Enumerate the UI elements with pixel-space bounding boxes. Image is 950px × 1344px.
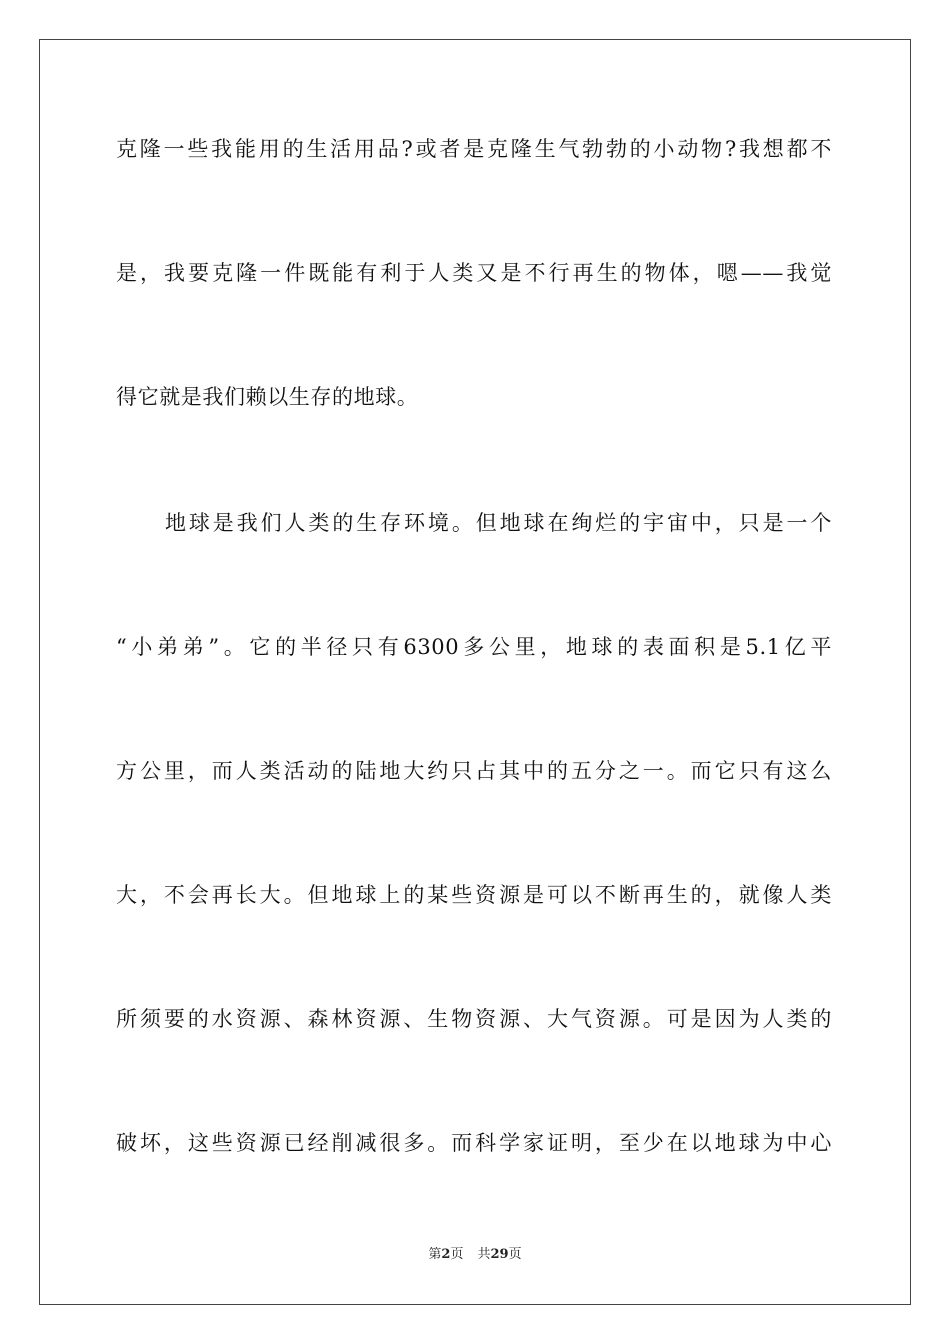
total-suffix: 页 <box>508 1247 522 1262</box>
text-line: 克隆一些我能用的生活用品?或者是克隆生气勃勃的小动物?我想都不 <box>116 137 832 161</box>
text-line: 得它就是我们赖以生存的地球。 <box>116 385 419 409</box>
total-pages: 29 <box>490 1247 509 1262</box>
text-line: 破坏，这些资源已经削减很多。而科学家证明，至少在以地球为中心 <box>116 1131 832 1155</box>
paragraph-first-line: 地球是我们人类的生存环境。但地球在绚烂的宇宙中，只是一个 <box>165 511 832 535</box>
text-line: 大，不会再长大。但地球上的某些资源是可以不断再生的，就像人类 <box>116 883 832 907</box>
total-prefix: 共 <box>477 1247 491 1262</box>
page-prefix: 第 <box>428 1247 442 1262</box>
text-line: “小弟弟”。它的半径只有6300多公里，地球的表面积是5.1亿平 <box>116 635 832 659</box>
page-number: 2 <box>441 1247 451 1262</box>
page-border <box>39 39 911 1305</box>
text-line: 是，我要克隆一件既能有利于人类又是不行再生的物体，嗯——我觉 <box>116 261 832 285</box>
text-line: 所须要的水资源、森林资源、生物资源、大气资源。可是因为人类的 <box>116 1007 832 1031</box>
text-line: 方公里，而人类活动的陆地大约只占其中的五分之一。而它只有这么 <box>116 759 832 783</box>
page-suffix: 页 <box>450 1247 464 1262</box>
page-footer <box>0 1246 950 1264</box>
